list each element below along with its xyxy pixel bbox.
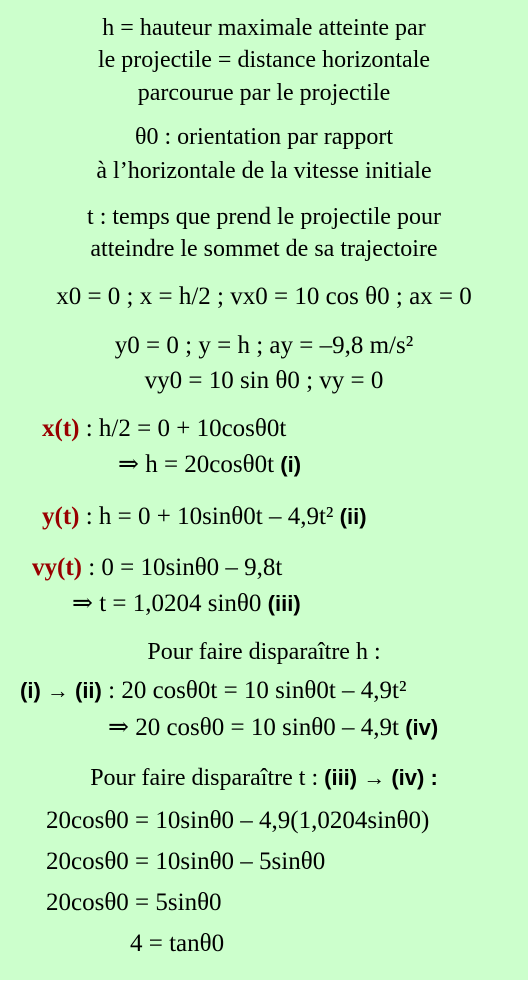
equation-h-result <box>118 450 530 480</box>
final-step-2: 20cosθ0 = 10sinθ0 – 5sinθ0 <box>46 848 326 875</box>
final-step-4: 4 = tanθ0 <box>130 930 225 957</box>
tag-i-to-ii: (i) → (ii) <box>20 678 102 703</box>
tag-iii-to-iv: (iii) → (iv) : <box>324 765 438 790</box>
vy-of-t-expression: : 0 = 10sinθ0 – 9,8t <box>88 554 283 581</box>
equation-x-of-t <box>42 414 530 444</box>
definition-t-line-2: atteindre le sommet de sa trajectoire <box>90 236 438 262</box>
eliminate-h-title: Pour faire disparaître h : <box>147 639 381 665</box>
y-of-t-label: y(t) <box>42 503 80 530</box>
tag-i: (i) <box>280 452 302 477</box>
vy-conditions: vy0 = 10 sin θ0 ; vy = 0 <box>144 367 384 394</box>
tag-ii: (ii) <box>339 504 367 529</box>
equation-iv-expression: ⇒ 20 cosθ0 = 10 sinθ0 – 4,9t <box>108 714 399 741</box>
equation-substitution-h <box>20 676 530 706</box>
final-step-3: 20cosθ0 = 5sinθ0 <box>46 889 222 916</box>
x-of-t-expression: : h/2 = 0 + 10cosθ0t <box>85 415 287 442</box>
eliminate-t-title <box>0 763 528 793</box>
h-result-expression: ⇒ h = 20cosθ0t <box>118 451 275 478</box>
equation-t-result <box>72 589 530 619</box>
definition-h-line-3: parcourue par le projectile <box>137 80 391 106</box>
definition-theta-line-1: θ0 : orientation par rapport <box>134 124 394 150</box>
definition-t-line-1: t : temps que prend le projectile pour <box>87 204 441 230</box>
tag-iii: (iii) <box>267 591 301 616</box>
definition-theta-line-2: à l’horizontale de la vitesse initiale <box>96 158 432 184</box>
definition-h-line-2: le projectile = distance horizontale <box>97 47 431 73</box>
substitution-h-expression: : 20 cosθ0t = 10 sinθ0t – 4,9t² <box>108 677 407 704</box>
x-of-t-label: x(t) <box>42 415 80 442</box>
tag-iv: (iv) <box>405 715 439 740</box>
t-result-expression: ⇒ t = 1,0204 sinθ0 <box>72 590 262 617</box>
y-conditions: y0 = 0 ; y = h ; ay = –9,8 m/s² <box>114 332 414 359</box>
equation-iv <box>108 713 530 743</box>
equation-y-of-t <box>42 502 530 532</box>
eliminate-t-text: Pour faire disparaître t : <box>90 765 319 791</box>
final-step-1: 20cosθ0 = 10sinθ0 – 4,9(1,0204sinθ0) <box>46 807 430 834</box>
x-conditions: x0 = 0 ; x = h/2 ; vx0 = 10 cos θ0 ; ax = 0 <box>56 283 472 310</box>
equation-vy-of-t <box>32 553 530 583</box>
definition-h-line-1: h = hauteur maximale atteinte par <box>102 15 426 41</box>
y-of-t-expression: : h = 0 + 10sinθ0t – 4,9t² <box>85 503 334 530</box>
vy-of-t-label: vy(t) <box>32 554 82 581</box>
